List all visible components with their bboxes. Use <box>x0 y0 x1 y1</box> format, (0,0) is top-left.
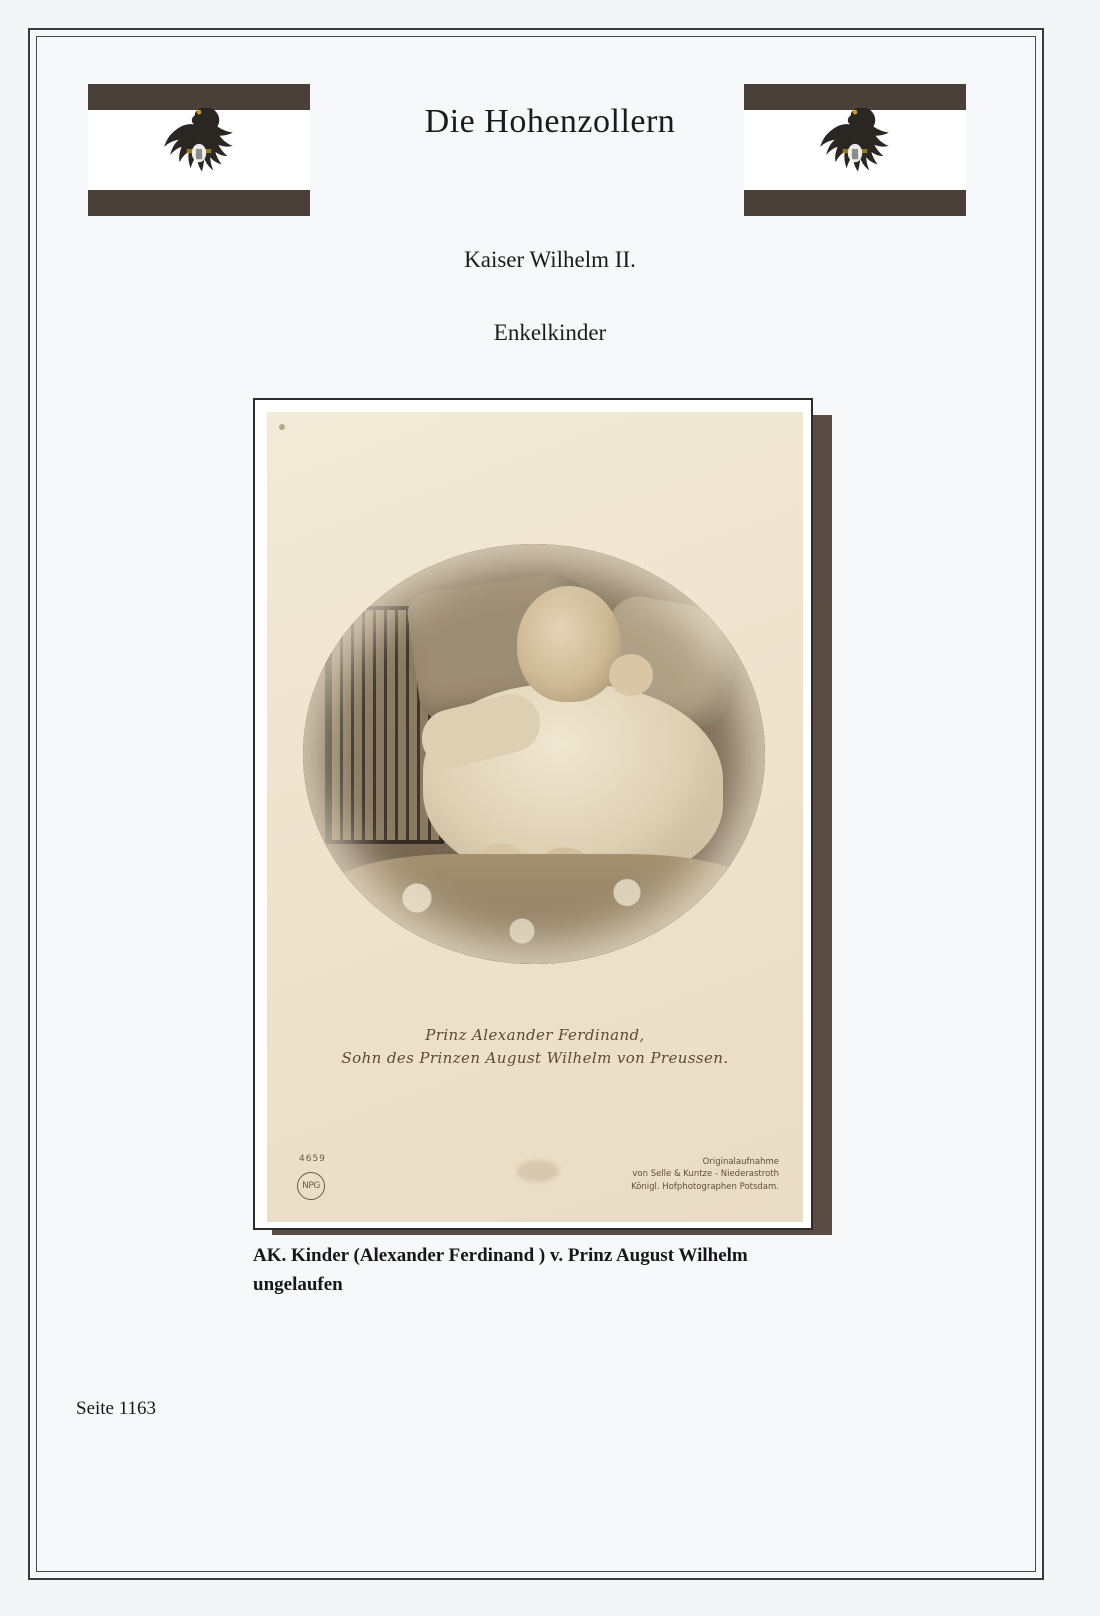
item-description <box>253 1242 893 1299</box>
subtitle-enkelkinder: Enkelkinder <box>493 320 607 345</box>
photo-vignette <box>303 544 765 964</box>
page-title: Die Hohenzollern <box>424 103 676 140</box>
flag-stripe-bottom <box>744 190 966 216</box>
postcard-credit <box>631 1156 779 1193</box>
page-number: Seite 1163 <box>76 1398 157 1419</box>
flag-stripe-bottom <box>88 190 310 216</box>
subtitle-kaiser: Kaiser Wilhelm II. <box>464 247 636 272</box>
paper-smudge <box>517 1160 559 1182</box>
publisher-logo-icon: NPG <box>297 1172 325 1200</box>
credit-line-2: von Selle & Kuntze - Niederastroth <box>632 1169 779 1180</box>
postcard-caption <box>267 1024 803 1071</box>
credit-line-3: Königl. Hofphotographen Potsdam. <box>631 1181 779 1192</box>
credit-line-1: Originalaufnahme <box>702 1157 779 1167</box>
caption-line-1: Prinz Alexander Ferdinand, <box>425 1026 645 1044</box>
description-line-2: ungelaufen <box>253 1273 343 1295</box>
description-line-1: AK. Kinder (Alexander Ferdinand ) v. Prinz August Wilhelm <box>253 1245 748 1266</box>
photograph-oval <box>303 544 765 964</box>
postcard <box>267 412 803 1222</box>
caption-line-2: Sohn des Prinzen August Wilhelm von Preussen. <box>341 1049 729 1068</box>
postcard-serial-number: 4659 <box>299 1154 326 1164</box>
corner-spot <box>279 424 285 430</box>
